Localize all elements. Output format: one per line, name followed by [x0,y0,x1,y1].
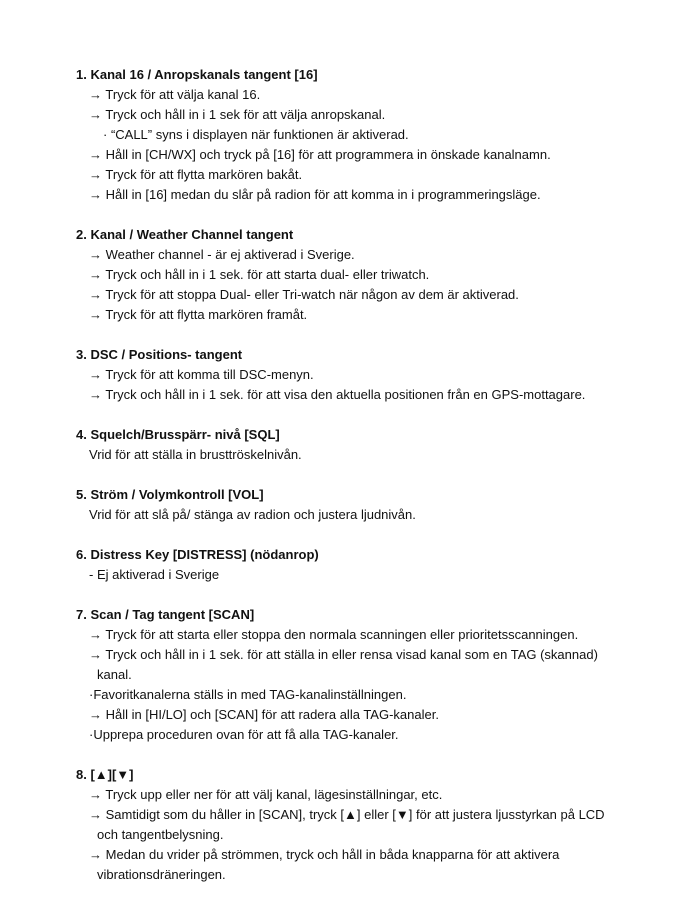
instruction-line: → Tryck för att komma till DSC-menyn. [89,367,314,382]
section-spacer [76,205,676,225]
instruction-line: → Tryck och håll in i 1 sek. för att visa den aktuella positionen från en GPS-mottagare. [89,387,586,402]
instruction-line: → Tryck för att flytta markören bakåt. [89,167,303,182]
instruction-line: → Håll in [CH/WX] och tryck på [16] för att programmera in önskade kanalnamn. [89,147,551,162]
section-heading: 8. [▲][▼] [76,767,134,782]
instruction-line: → Tryck upp eller ner för att välj kanal, lägesinställningar, etc. [89,787,443,802]
instruction-line: Vrid för att ställa in brusttröskelnivån. [89,447,302,462]
section-spacer [76,465,676,485]
section-heading: 6. Distress Key [DISTRESS] (nödanrop) [76,547,319,562]
instruction-line: → Tryck och håll in i 1 sek för att välja anropskanal. [89,107,386,122]
instruction-line: → Tryck för att flytta markören framåt. [89,307,308,322]
instruction-line: → Håll in [HI/LO] och [SCAN] för att radera alla TAG-kanaler. [89,707,439,722]
section-spacer [76,585,676,605]
section-spacer [76,405,676,425]
section-heading: 1. Kanal 16 / Anropskanals tangent [16] [76,67,318,82]
instruction-line: Vrid för att slå på/ stänga av radion och justera ljudnivån. [89,507,416,522]
instruction-line: → Tryck och håll in i 1 sek. för att starta dual- eller triwatch. [89,267,430,282]
note-line: ·Favoritkanalerna ställs in med TAG-kanalinställningen. [89,687,407,702]
document-body [76,65,676,885]
instruction-line: → Tryck och håll in i 1 sek. för att ställa in eller rensa visad kanal som en TAG (skannad) [89,647,598,662]
section-heading: 5. Ström / Volymkontroll [VOL] [76,487,264,502]
note-line: ·Upprepa proceduren ovan för att få alla TAG-kanaler. [89,727,399,742]
section-spacer [76,525,676,545]
instruction-line: → Håll in [16] medan du slår på radion för att komma in i programmeringsläge. [89,187,541,202]
section-heading: 2. Kanal / Weather Channel tangent [76,227,294,242]
note-line: · “CALL” syns i displayen när funktionen är aktiverad. [103,127,409,142]
instruction-line: → Tryck för att starta eller stoppa den normala scanningen eller prioritetsscanningen. [89,627,579,642]
section-spacer [76,325,676,345]
instruction-line: → Tryck för att stoppa Dual- eller Tri-watch när någon av dem är aktiverad. [89,287,519,302]
instruction-line: → Tryck för att välja kanal 16. [89,87,261,102]
section-heading: 7. Scan / Tag tangent [SCAN] [76,607,255,622]
instruction-continuation: kanal. [97,667,132,682]
instruction-continuation: och tangentbelysning. [97,827,224,842]
instruction-line: → Weather channel - är ej aktiverad i Sverige. [89,247,355,262]
instruction-continuation: vibrationsdräneringen. [97,867,226,882]
instruction-line: → Samtidigt som du håller in [SCAN], tryck [▲] eller [▼] för att justera ljusstyrkan på LCD [89,807,605,822]
instruction-line: → Medan du vrider på strömmen, tryck och håll in båda knapparna för att aktivera [89,847,560,862]
section-spacer [76,745,676,765]
section-heading: 3. DSC / Positions- tangent [76,347,243,362]
instruction-line: - Ej aktiverad i Sverige [89,567,220,582]
section-heading: 4. Squelch/Brusspärr- nivå [SQL] [76,427,280,442]
